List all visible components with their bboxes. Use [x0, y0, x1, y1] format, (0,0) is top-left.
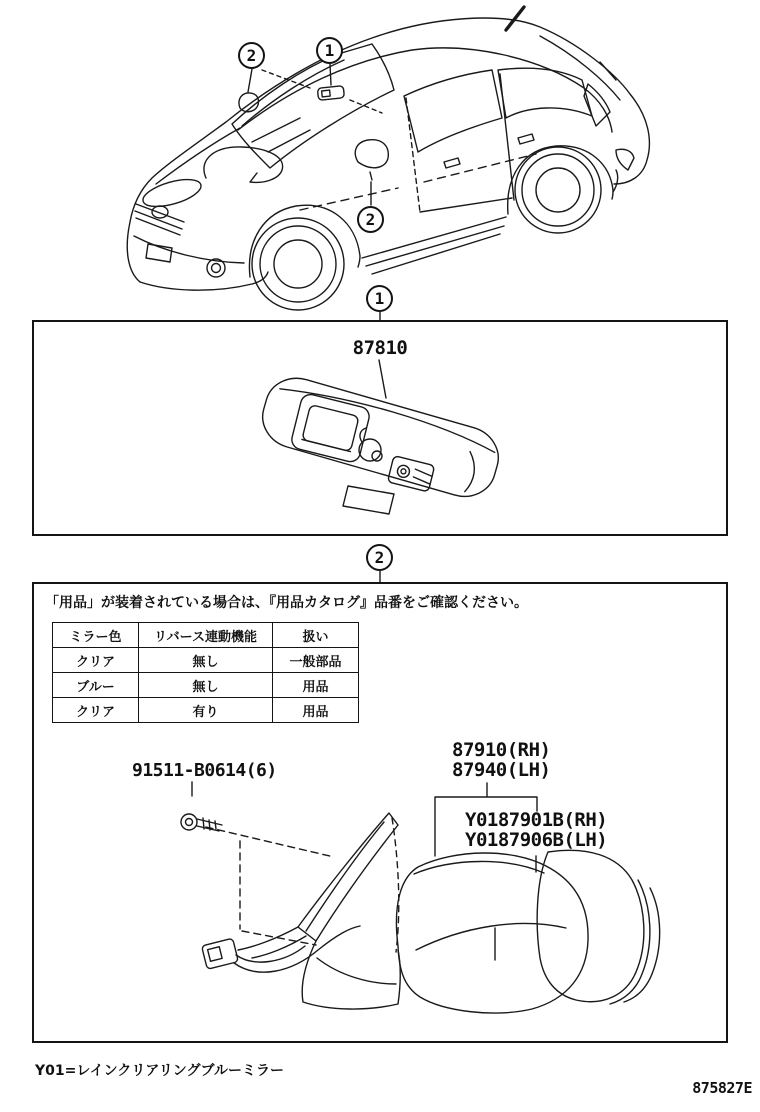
cell-color: クリア — [53, 698, 139, 723]
cell-function: 無し — [139, 648, 273, 673]
col-header-reverse-function: リバース連動機能 — [139, 623, 273, 648]
callout-number: 2 — [374, 548, 385, 567]
part-number-glass-rh: Y0187901B(RH) — [465, 809, 608, 831]
callout-2-car-far-mirror — [238, 42, 265, 69]
cell-handling: 用品 — [273, 673, 359, 698]
table-row — [53, 648, 359, 673]
part-number-87810: 87810 — [352, 337, 408, 359]
part-number-screw: 91511-B0614(6) — [132, 760, 277, 781]
callout-number: 1 — [374, 289, 385, 308]
accessory-note: 「用品」が装着されている場合は、『用品カタログ』品番をご確認ください。 — [45, 595, 528, 611]
part-number-mirror-lh: 87940(LH) — [452, 759, 551, 781]
cell-color: ブルー — [53, 673, 139, 698]
part-number-glass-lh: Y0187906B(LH) — [465, 829, 608, 851]
cell-color: クリア — [53, 648, 139, 673]
col-header-handling: 扱い — [273, 623, 359, 648]
table-header-row — [53, 623, 359, 648]
callout-2-section — [366, 544, 393, 571]
cell-function: 有り — [139, 698, 273, 723]
callout-number: 2 — [365, 210, 376, 229]
callout-1-car-interior-mirror — [316, 37, 343, 64]
mirror-spec-table — [52, 622, 359, 723]
callout-number: 2 — [246, 46, 257, 65]
col-header-mirror-color: ミラー色 — [53, 623, 139, 648]
table-row — [53, 698, 359, 723]
callout-number: 1 — [324, 41, 335, 60]
doc-code: 875827E — [692, 1079, 752, 1097]
callout-2-car-door-mirror — [357, 206, 384, 233]
cell-handling: 一般部品 — [273, 648, 359, 673]
table-row — [53, 673, 359, 698]
cell-function: 無し — [139, 673, 273, 698]
callout-1-section — [366, 285, 393, 312]
part-number-mirror-rh: 87910(RH) — [452, 739, 551, 761]
car-drawing — [127, 7, 649, 310]
color-code-legend: Y01=レインクリアリングブルーミラー — [35, 1063, 284, 1079]
cell-handling: 用品 — [273, 698, 359, 723]
